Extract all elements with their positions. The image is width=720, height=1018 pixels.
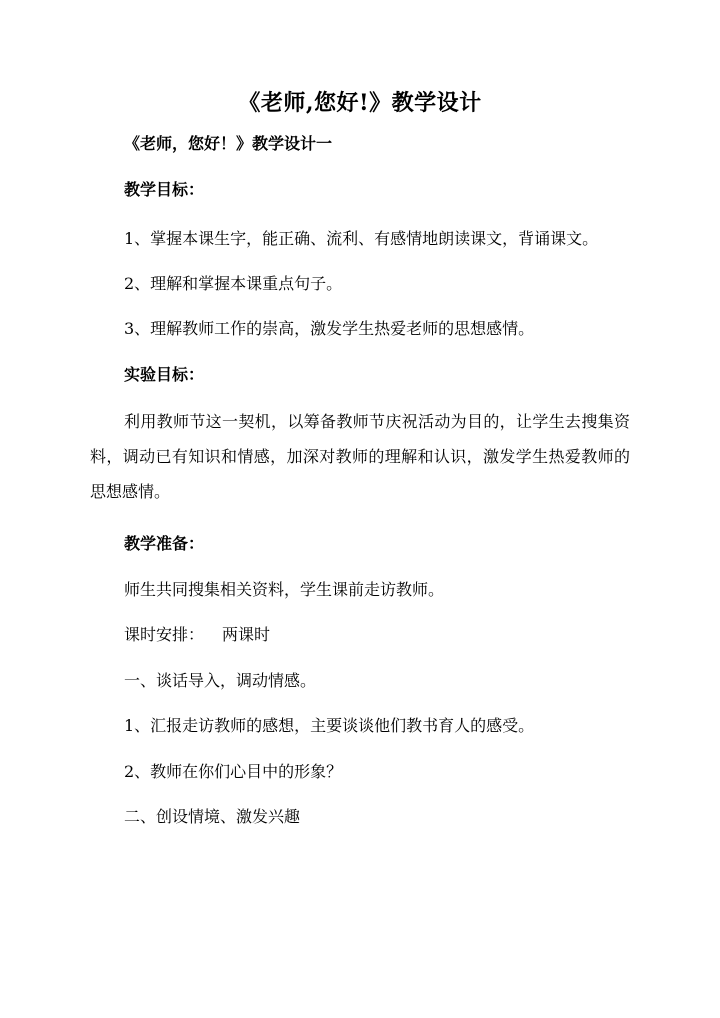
section-1-item-2: 2、教师在你们心目中的形象？ xyxy=(124,762,343,781)
document-subtitle: 《老师，您好！》教学设计一 xyxy=(124,134,333,153)
schedule-value: 两课时 xyxy=(222,625,271,644)
goal-item-3: 3、理解教师工作的崇高，激发学生热爱老师的思想感情。 xyxy=(124,319,535,338)
section-1-item-1: 1、汇报走访教师的感想，主要谈谈他们教书育人的感受。 xyxy=(124,716,535,735)
schedule-label: 课时安排： xyxy=(124,625,205,644)
experiment-heading: 实验目标： xyxy=(124,365,205,384)
prep-heading: 教学准备： xyxy=(124,534,205,553)
section-2-heading: 二、创设情境、激发兴趣 xyxy=(124,807,301,826)
goal-item-2: 2、理解和掌握本课重点句子。 xyxy=(124,274,343,293)
document-title: 《老师,您好!》教学设计 xyxy=(238,90,482,116)
goals-heading: 教学目标： xyxy=(124,180,205,199)
section-1-heading: 一、谈话导入，调动情感。 xyxy=(124,671,317,690)
experiment-paragraph: 利用教师节这一契机，以筹备教师节庆祝活动为目的，让学生去搜集资料，调动已有知识和情感，加深对教师的理解和认识，激发学生热爱教师的思想感情。 xyxy=(90,412,630,501)
prep-paragraph: 师生共同搜集相关资料，学生课前走访教师。 xyxy=(124,580,445,599)
goal-item-1: 1、掌握本课生字，能正确、流利、有感情地朗读课文，背诵课文。 xyxy=(124,229,599,248)
schedule-line xyxy=(124,623,270,647)
